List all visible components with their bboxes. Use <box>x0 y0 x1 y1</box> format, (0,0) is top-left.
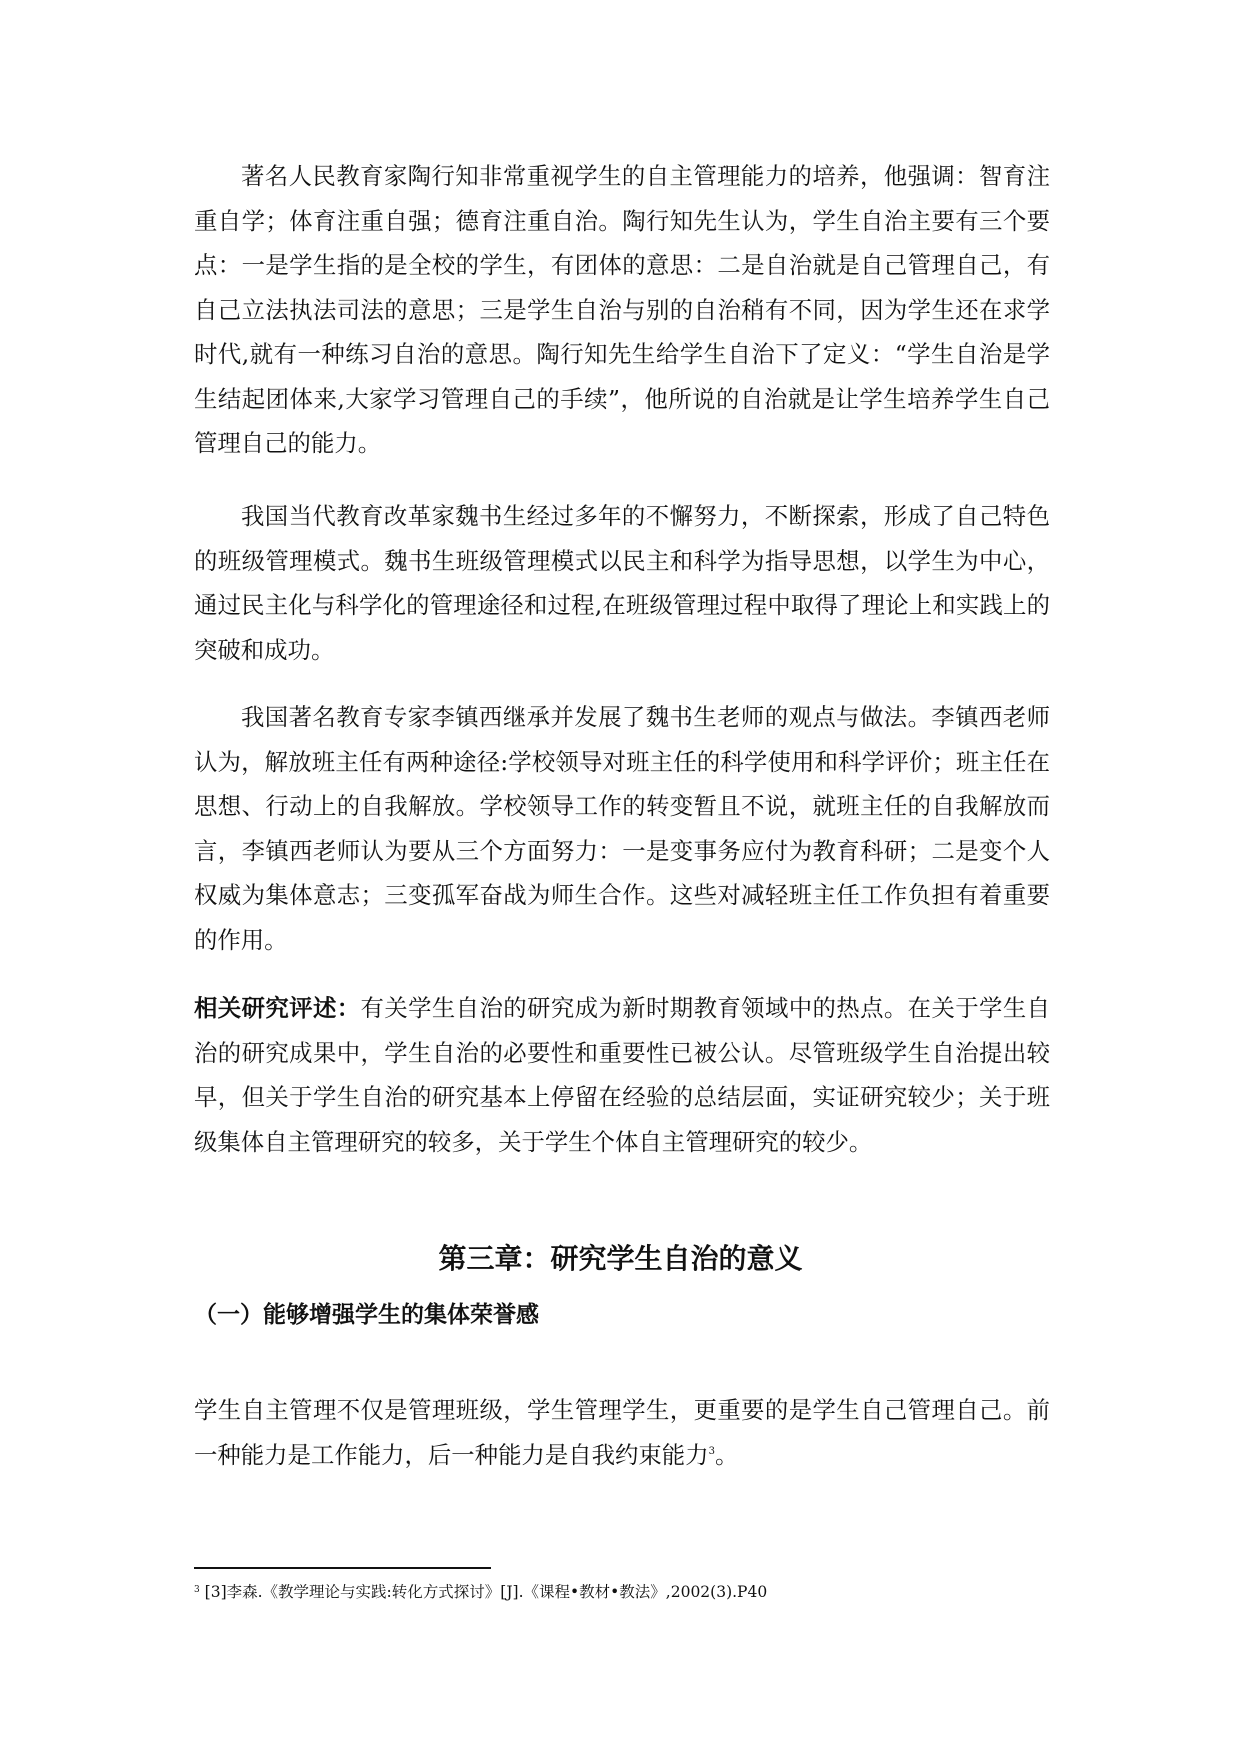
footnote-text: [3]李森.《教学理论与实践:转化方式探讨》[J].《课程•教材•教法》,2002(3).P40 <box>199 1583 768 1601</box>
self-management-end: 。 <box>714 1440 739 1469</box>
footnote-separator <box>194 1567 491 1569</box>
research-review-label: 相关研究评述： <box>194 994 361 1022</box>
footnote-reference[interactable]: 3 <box>708 1445 715 1457</box>
paragraph-self-management <box>194 1388 1050 1477</box>
footnote <box>194 1580 1050 1604</box>
paragraph-li-zhenxi: 我国著名教育专家李镇西继承并发展了魏书生老师的观点与做法。李镇西老师认为，解放班主任有两种途径:学校领导对班主任的科学使用和科学评价；班主任在思想、行动上的自我解放。学校领导工作的转变暂且不说，就班主任的自我解放而言，李镇西老师认为要从三个方面努力：一是变事务应付为教育科研；二是变个人权威为集体意志；三变孤军奋战为师生合作。这些对减轻班主任工作负担有着重要的作用。 <box>194 703 1050 954</box>
chapter-heading: 第三章：研究学生自治的意义 <box>438 1242 803 1275</box>
footnote-mark: 3 <box>194 1585 200 1595</box>
paragraph-tao-xingzhi: 著名人民教育家陶行知非常重视学生的自主管理能力的培养，他强调：智育注重自学；体育注重自强；德育注重自治。陶行知先生认为，学生自治主要有三个要点：一是学生指的是全校的学生，有团体的意思：二是自治就是自己管理自己，有自己立法执法司法的意思；三是学生自治与别的自治稍有不同，因为学生还在求学时代,就有一种练习自治的意思。陶行知先生给学生自治下了定义：“学生自治是学生结起团体来,大家学习管理自己的手续”，他所说的自治就是让学生培养学生自己管理自己的能力。 <box>194 162 1050 457</box>
paragraph-research-review <box>194 986 1050 1164</box>
self-management-body: 学生自主管理不仅是管理班级，学生管理学生，更重要的是学生自己管理自己。前一种能力是工作能力，后一种能力是自我约束能力 <box>194 1396 1050 1469</box>
section-heading: （一）能够增强学生的集体荣誉感 <box>194 1302 539 1328</box>
paragraph-wei-shusheng: 我国当代教育改革家魏书生经过多年的不懈努力，不断探索，形成了自己特色的班级管理模式。魏书生班级管理模式以民主和科学为指导思想，以学生为中心，通过民主化与科学化的管理途径和过程,在班级管理过程中取得了理论上和实践上的突破和成功。 <box>194 502 1050 664</box>
research-review-body: 有关学生自治的研究成为新时期教育领域中的热点。在关于学生自治的研究成果中，学生自治的必要性和重要性已被公认。尽管班级学生自治提出较早，但关于学生自治的研究基本上停留在经验的总结层面，实证研究较少；关于班级集体自主管理研究的较多，关于学生个体自主管理研究的较少。 <box>194 994 1051 1156</box>
